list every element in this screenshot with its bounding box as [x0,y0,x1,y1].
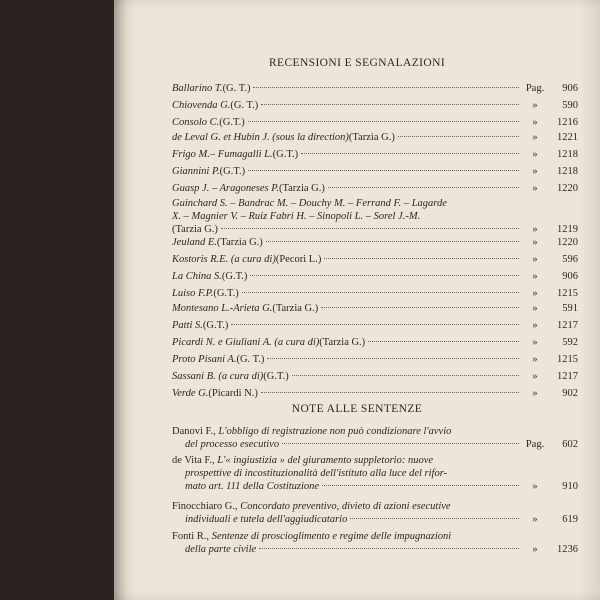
page-marker: » [532,166,538,177]
dot-leader [259,548,519,549]
entry-line [172,370,578,383]
entry-line [172,513,578,526]
entry-line [172,302,578,315]
note-title: prospettive di incostituzionalità dell'istituto alla luce del rifor- [185,468,448,479]
review-entry [172,336,578,349]
page-marker: » [532,481,538,492]
page-marker: » [532,514,538,525]
page-number: 619 [562,514,578,525]
reviewer: (G.T.) [272,149,299,160]
note-author: Finocchiaro G., [172,501,241,512]
page-marker: » [532,320,538,331]
dot-leader [250,275,519,276]
note-title: individuali e tutela dell'aggiudicatario [185,514,348,525]
page-marker: » [532,183,538,194]
review-entry [172,287,578,300]
entry-line [172,131,578,144]
review-entry [172,387,578,400]
dot-leader [322,485,519,486]
note-entry [172,500,578,526]
reviewer: (G. T.) [236,354,265,365]
reviewed-author: Proto Pisani A. [172,354,237,365]
dot-leader [368,341,519,342]
page-marker: » [532,388,538,399]
review-entry [172,182,578,195]
reviewed-author: Consolo C. [172,117,220,128]
reviewer: (Tarzia G.) [216,237,263,248]
reviewed-author: Guinchard S. – Bandrac M. – Douchy M. – Ferrand F. – Lagarde [172,198,447,209]
review-entry [172,236,578,249]
review-entry [172,370,578,383]
entry-line [172,253,578,266]
page-number: 1236 [557,544,578,555]
entry-line [172,223,578,236]
review-entry [172,302,578,315]
reviewer: (G. T.) [222,83,251,94]
review-entry [172,270,578,283]
reviewed-author: Chiovenda G. [172,100,231,111]
dot-leader [266,241,519,242]
review-entry [172,319,578,332]
reviewed-author: La China S. [172,271,222,282]
page-number: 1218 [557,149,578,160]
reviewed-author: Verde G. [172,388,209,399]
reviewer: (Pecori L.) [275,254,322,265]
reviewed-author: Jeuland E. [172,237,217,248]
entry-line [172,480,578,493]
reviewer: (Tarzia G.) [272,303,319,314]
entry-line [172,148,578,161]
reviewed-author: Giannini P. [172,166,220,177]
review-entry [172,82,578,95]
entry-line [172,543,578,556]
reviewer: (G.T.) [219,166,246,177]
dot-leader [248,121,519,122]
dot-leader [398,136,519,137]
entry-line [172,165,578,178]
entry-line [172,270,578,283]
reviewed-author: Sassani B. (a cura di) [172,371,264,382]
page-number: 1215 [557,288,578,299]
review-entry [172,116,578,129]
page-marker: » [532,100,538,111]
page-number: 906 [562,271,578,282]
entry-line [172,210,578,223]
book-page [114,0,600,600]
page-marker: » [532,337,538,348]
page-marker: » [532,254,538,265]
reviewer: (G.T.) [219,117,245,128]
dot-leader [328,187,519,188]
page-marker: » [532,271,538,282]
review-entry [172,165,578,178]
note-title: Sentenze di proscioglimento e regime delle impugnazioni [211,531,452,542]
page-number: 902 [562,388,578,399]
dot-leader [324,258,519,259]
reviewer: (Tarzia G.) [172,224,218,235]
note-title: Concordato preventivo, divieto di azioni esecutive [240,501,451,512]
page-number: 1221 [557,132,578,143]
page-marker: Pag. [525,439,545,450]
page-number: 1220 [557,237,578,248]
page-number: 910 [562,481,578,492]
entry-line [172,353,578,366]
entry-line [172,319,578,332]
section-heading-note: NOTE ALLE SENTENZE [291,403,423,415]
reviewer: (Tarzia G.) [319,337,366,348]
page-number: 1217 [557,320,578,331]
entry-line [172,82,578,95]
reviewed-author: Ballarino T. [172,83,223,94]
reviewed-author: Guasp J. – Aragoneses P. [172,183,279,194]
page-number: 1216 [557,117,578,128]
reviewed-author: Picardi N. e Giuliani A. (a cura di) [172,337,320,348]
page-number: 1220 [557,183,578,194]
note-author: de Vita F., [172,455,218,466]
dot-leader [267,358,519,359]
page-marker: Pag. [525,83,545,94]
page-number: 591 [562,303,578,314]
entry-line [172,116,578,129]
entry-line [172,425,578,438]
review-entry [172,131,578,144]
page-number: 592 [562,337,578,348]
page-marker: » [532,288,538,299]
page-marker: » [532,149,538,160]
review-entry [172,353,578,366]
note-author: Fonti R., [172,531,212,542]
dot-leader [350,518,519,519]
review-entry [172,99,578,112]
note-entry [172,425,578,451]
page-marker: » [532,354,538,365]
note-title: L'« ingiustizia » del giuramento suppletorio: nuove [217,455,434,466]
dot-leader [231,324,519,325]
entry-line [172,99,578,112]
reviewed-author: Kostoris R.E. (a cura di) [172,254,276,265]
dot-leader [253,87,519,88]
reviewed-author: Montesano L.-Arieta G. [172,303,273,314]
reviewer: (Tarzia G.) [278,183,325,194]
dot-leader [242,292,519,293]
entry-line [172,336,578,349]
entry-line [172,387,578,400]
page-number: 1218 [557,166,578,177]
dot-leader [261,392,519,393]
reviewer: (G.T.) [202,320,229,331]
page-marker: » [532,544,538,555]
dot-leader [248,170,519,171]
page-number: 590 [562,100,578,111]
page-marker: » [532,303,538,314]
entry-line [172,236,578,249]
entry-line [172,530,578,543]
reviewed-author: Frigo M.– Fumagalli L. [172,149,273,160]
entry-line [172,438,578,451]
page-number: 1217 [557,371,578,382]
dot-leader [321,307,519,308]
reviewed-author: Luiso F.P. [172,288,214,299]
note-entry [172,454,578,493]
review-entry [172,197,578,236]
entry-line [172,454,578,467]
review-entry [172,253,578,266]
note-title: del processo esecutivo [185,439,280,450]
page-number: 602 [562,439,578,450]
reviewed-author: Patti S. [172,320,203,331]
page-marker: » [532,224,538,235]
dot-leader [261,104,519,105]
entry-line [172,197,578,210]
reviewer: (G.T.) [221,271,248,282]
reviewer: (Picardi N.) [208,388,258,399]
note-author: Danovi F., [172,426,219,437]
reviewer: (Tarzia G.) [348,132,395,143]
entry-line [172,287,578,300]
dot-leader [221,228,519,229]
note-title: mato art. 111 della Costituzione [185,481,320,492]
page-number: 906 [562,83,578,94]
note-title: L'obbligo di registrazione non può condizionare l'avvio [218,426,452,437]
page-marker: » [532,237,538,248]
note-entry [172,530,578,556]
entry-line [172,467,578,480]
reviewed-author: X. – Magnier V. – Ruiz Fabri H. – Sinopoli L. – Sorel J.-M. [172,211,421,222]
entry-line [172,500,578,513]
section-heading-recensioni: RECENSIONI E SEGNALAZIONI [268,57,446,69]
entry-line [172,182,578,195]
page-number: 1215 [557,354,578,365]
dot-leader [301,153,519,154]
dot-leader [292,375,519,376]
page-number: 596 [562,254,578,265]
page-number: 1219 [557,224,578,235]
reviewer: (G.T.) [213,288,239,299]
review-entry [172,148,578,161]
reviewer: (G. T.) [230,100,259,111]
reviewed-author: de Leval G. et Hubin J. (sous la direction) [172,132,349,143]
note-title: della parte civile [185,544,257,555]
reviewer: (G.T.) [263,371,289,382]
page-marker: » [532,117,538,128]
dot-leader [282,443,519,444]
page-marker: » [532,371,538,382]
page-marker: » [532,132,538,143]
